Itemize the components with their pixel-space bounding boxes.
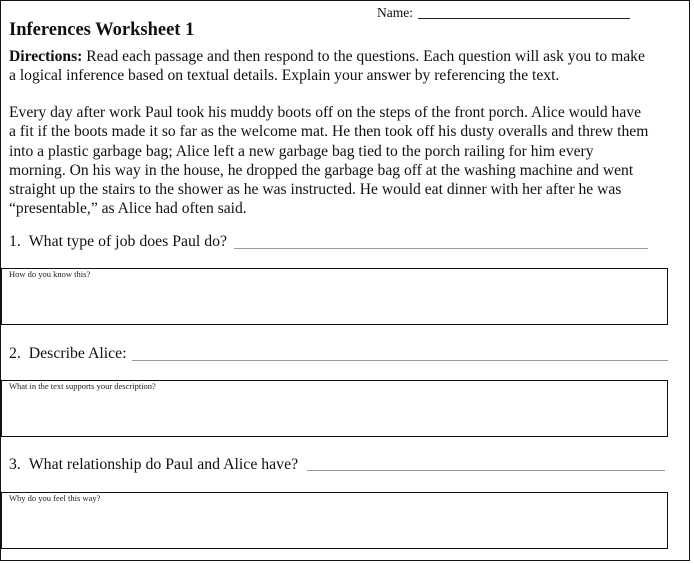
- question-3-explanation-box[interactable]: [1, 492, 668, 549]
- name-field[interactable]: [418, 18, 630, 19]
- passage-line: Every day after work Paul took his muddy boots off on the steps of the front porch. Alice would have: [9, 104, 641, 121]
- question-1-explanation-box[interactable]: [1, 268, 668, 325]
- question-2: [9, 345, 127, 363]
- question-1-answer-line[interactable]: [234, 248, 648, 249]
- question-3-answer-line[interactable]: [307, 470, 665, 471]
- explanation-input[interactable]: [2, 505, 667, 548]
- question-3: [9, 456, 298, 474]
- box-prompt: Why do you feel this way?: [9, 493, 101, 503]
- question-text: What relationship do Paul and Alice have?: [28, 456, 299, 473]
- directions-label: Directions:: [9, 48, 83, 65]
- directions-line-2: a logical inference based on textual details. Explain your answer by referencing the text.: [9, 67, 560, 85]
- question-number: 3.: [9, 456, 21, 473]
- explanation-input[interactable]: [2, 393, 667, 436]
- passage-line: a fit if the boots made it so far as the welcome mat. He then took off his dusty overalls and threw them: [9, 123, 649, 141]
- question-text: What type of job does Paul do?: [28, 233, 228, 250]
- question-2-answer-line[interactable]: [132, 360, 668, 361]
- worksheet-title: Inferences Worksheet 1: [9, 20, 195, 40]
- passage-line: straight up the stairs to the shower as he was instructed. He would eat dinner with her after he was: [9, 181, 622, 199]
- passage-line: “presentable,” as Alice had often said.: [9, 200, 247, 218]
- question-number: 1.: [9, 233, 21, 250]
- passage-line: morning. On his way in the house, he dropped the garbage bag off at the washing machine and went: [9, 161, 634, 179]
- directions: [9, 47, 645, 86]
- name-label: Name:: [377, 5, 413, 20]
- passage-line: into a plastic garbage bag; Alice left a new garbage bag tied to the porch railing for him every: [9, 142, 594, 160]
- reading-passage: [9, 103, 648, 219]
- box-prompt: How do you know this?: [9, 269, 91, 279]
- question-number: 2.: [9, 345, 21, 362]
- directions-line-1: Directions: Read each passage and then respond to the questions. Each question will ask you to make: [9, 48, 645, 65]
- question-1: [9, 233, 227, 251]
- question-2-explanation-box[interactable]: [1, 380, 668, 437]
- question-text: Describe Alice:: [28, 345, 127, 362]
- explanation-input[interactable]: [2, 281, 667, 324]
- box-prompt: What in the text supports your description?: [9, 381, 156, 391]
